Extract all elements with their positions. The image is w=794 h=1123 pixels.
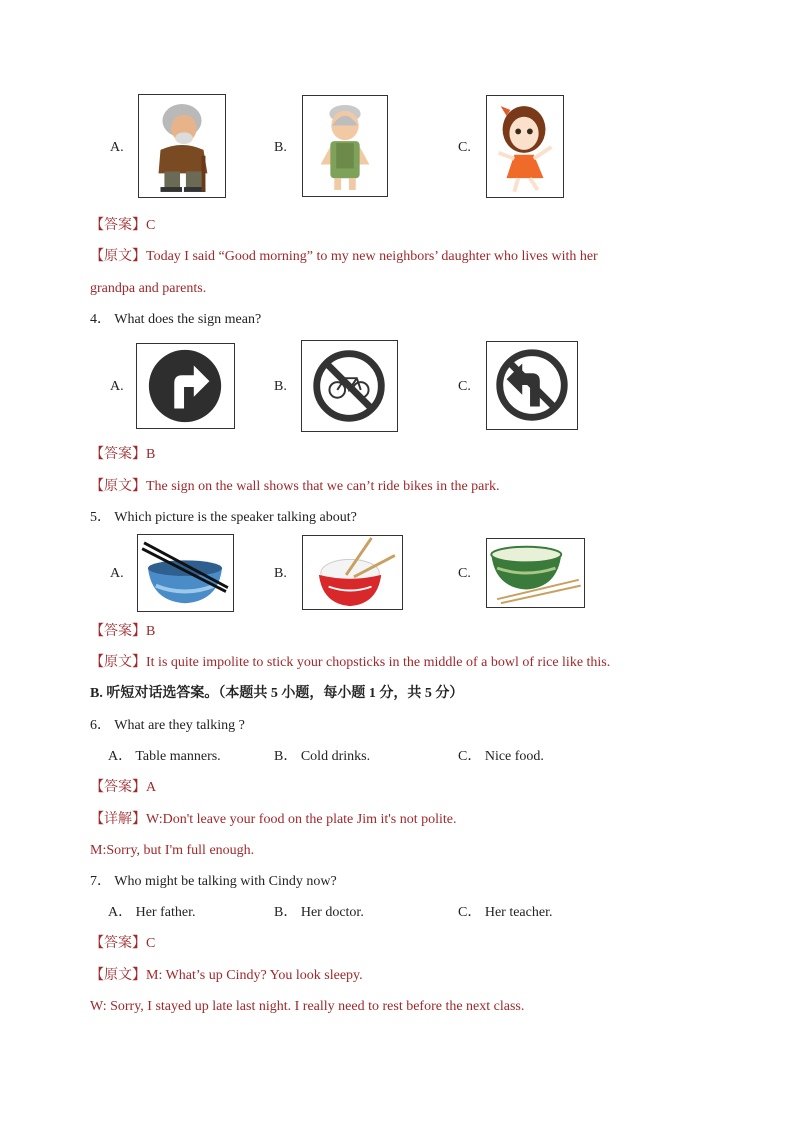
option-b[interactable]: B． Cold drinks. <box>274 749 371 764</box>
green-bowl-chopsticks-icon[interactable] <box>486 538 585 608</box>
no-left-turn-sign-icon[interactable] <box>486 341 578 430</box>
answer-value: C <box>146 936 156 951</box>
answer-value: A <box>146 780 157 795</box>
option-label-a: A. <box>110 379 124 394</box>
option-c[interactable]: C． Nice food. <box>458 749 544 764</box>
rice-bowl-chopsticks-icon[interactable] <box>302 535 403 610</box>
answer-value: B <box>146 624 156 639</box>
script-tag: 【原文】 <box>90 968 146 983</box>
script-tag: 【原文】 <box>90 479 146 494</box>
question-6: 6． What are they talking ? <box>90 718 245 733</box>
script-tag: 【原文】 <box>90 249 146 264</box>
script-q3-line1 <box>90 248 598 266</box>
option-label-c: C. <box>458 566 471 581</box>
answer-tag: 【答案】 <box>90 447 146 462</box>
option-label-b: B. <box>274 140 287 155</box>
detail-q6-line1 <box>90 811 457 829</box>
option-label-a: A. <box>110 566 124 581</box>
option-a[interactable]: A． Her father. <box>108 905 196 920</box>
answer-q4 <box>90 446 155 464</box>
script-text: The sign on the wall shows that we can’t ride bikes in the park. <box>146 479 500 494</box>
option-label-c: C. <box>458 140 471 155</box>
question-7: 7． Who might be talking with Cindy now? <box>90 874 337 889</box>
option-label-a: A. <box>110 140 124 155</box>
script-text: M: What’s up Cindy? You look sleepy. <box>146 968 363 983</box>
answer-tag: 【答案】 <box>90 780 146 795</box>
option-b[interactable]: B． Her doctor. <box>274 905 364 920</box>
answer-q6 <box>90 779 156 797</box>
option-c[interactable]: C． Her teacher. <box>458 905 553 920</box>
answer-tag: 【答案】 <box>90 936 146 951</box>
question-5: 5． Which picture is the speaker talking about? <box>90 510 357 525</box>
blue-bowl-chopsticks-icon[interactable] <box>137 534 234 612</box>
detail-text: W:Don't leave your food on the plate Jim it's not polite. <box>146 812 457 827</box>
grandma-icon[interactable] <box>302 95 388 197</box>
script-q7-line2: W: Sorry, I stayed up late last night. I really need to rest before the next class. <box>90 999 525 1014</box>
script-tag: 【原文】 <box>90 655 146 670</box>
detail-tag: 【详解】 <box>90 812 146 827</box>
answer-tag: 【答案】 <box>90 624 146 639</box>
answer-value: B <box>146 447 156 462</box>
option-label-c: C. <box>458 379 471 394</box>
script-q5 <box>90 654 610 672</box>
answer-value: C <box>146 218 156 233</box>
girl-icon[interactable] <box>486 95 564 198</box>
detail-q6-line2: M:Sorry, but I'm full enough. <box>90 843 255 858</box>
script-q3-line2: grandpa and parents. <box>90 281 207 296</box>
turn-right-sign-icon[interactable] <box>136 343 235 429</box>
answer-tag: 【答案】 <box>90 218 146 233</box>
no-bikes-sign-icon[interactable] <box>301 340 398 432</box>
answer-q7 <box>90 935 155 953</box>
script-text: Today I said “Good morning” to my new neighbors’ daughter who lives with her <box>146 249 598 264</box>
question-4: 4． What does the sign mean? <box>90 312 262 327</box>
script-q4 <box>90 478 500 496</box>
section-b-heading: B. 听短对话选答案。（本题共 5 小题，每小题 1 分，共 5 分） <box>90 686 464 701</box>
option-label-b: B. <box>274 566 287 581</box>
script-text: It is quite impolite to stick your chopsticks in the middle of a bowl of rice like this. <box>146 655 611 670</box>
option-label-b: B. <box>274 379 287 394</box>
answer-q3 <box>90 217 155 235</box>
old-man-icon[interactable] <box>138 94 226 198</box>
answer-q5 <box>90 623 155 641</box>
script-q7-line1 <box>90 967 363 985</box>
option-a[interactable]: A． Table manners. <box>108 749 221 764</box>
